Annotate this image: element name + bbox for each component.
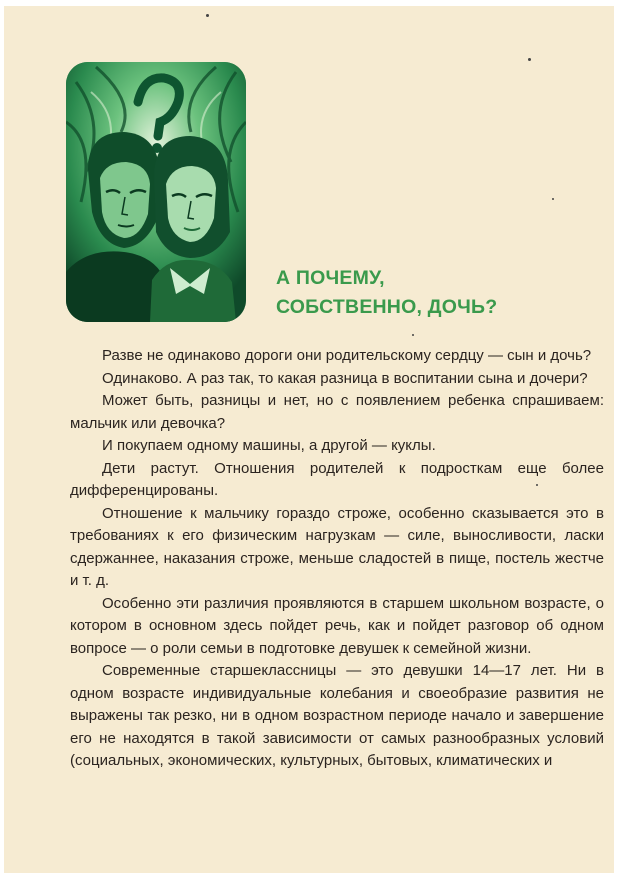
paragraph: Дети растут. Отношения родителей к подросткам еще более дифференцированы.	[70, 459, 604, 499]
article-body	[70, 345, 604, 773]
print-speck	[206, 14, 209, 17]
paragraph: Одинаково. А раз так, то какая разница в воспитании сына и дочери?	[102, 369, 588, 387]
paragraph: Разве не одинаково дороги они родительскому сердцу — сын и дочь?	[102, 347, 592, 364]
paragraph: Отношение к мальчику гораздо строже, особенно сказывается это в требованиях к его физическим нагрузкам — силе, выносливости, ласки сдержаннее, наказания строже, меньше сладостей в пище, постель жестче и т. д.	[70, 504, 604, 589]
paragraph: Современные старшеклассницы — это девушки 14—17 лет. Ни в одном возрасте индивидуальные колебания и своеобразие развития не выражены так резко, ни в одном возрастном периоде начало и завершение его не находятся в такой зависимости от самых разнообразных условий (социальных, экономических, культурных, бытовых, климатических и	[70, 662, 604, 769]
article-title-line-1: А ПОЧЕМУ,	[276, 267, 385, 289]
couple-illustration-art	[66, 62, 246, 322]
print-speck	[552, 198, 554, 200]
article-title-line-2: СОБСТВЕННО, ДОЧЬ?	[276, 296, 498, 318]
paragraph: Особенно эти различия проявляются в старшем школьном возрасте, о котором в основном здесь пойдет речь, как и пойдет разговор об одном вопросе — о роли семьи в подготовке девушек к семейной жизни.	[70, 594, 604, 657]
paragraph: И покупаем одному машины, а другой — куклы.	[102, 437, 436, 454]
print-speck	[528, 58, 531, 61]
article-title	[276, 264, 497, 322]
couple-illustration	[66, 62, 246, 322]
book-page	[4, 6, 614, 873]
print-speck	[412, 334, 414, 336]
paragraph: Может быть, разницы и нет, но с появлением ребенка спрашиваем: мальчик или девочка?	[70, 392, 604, 432]
